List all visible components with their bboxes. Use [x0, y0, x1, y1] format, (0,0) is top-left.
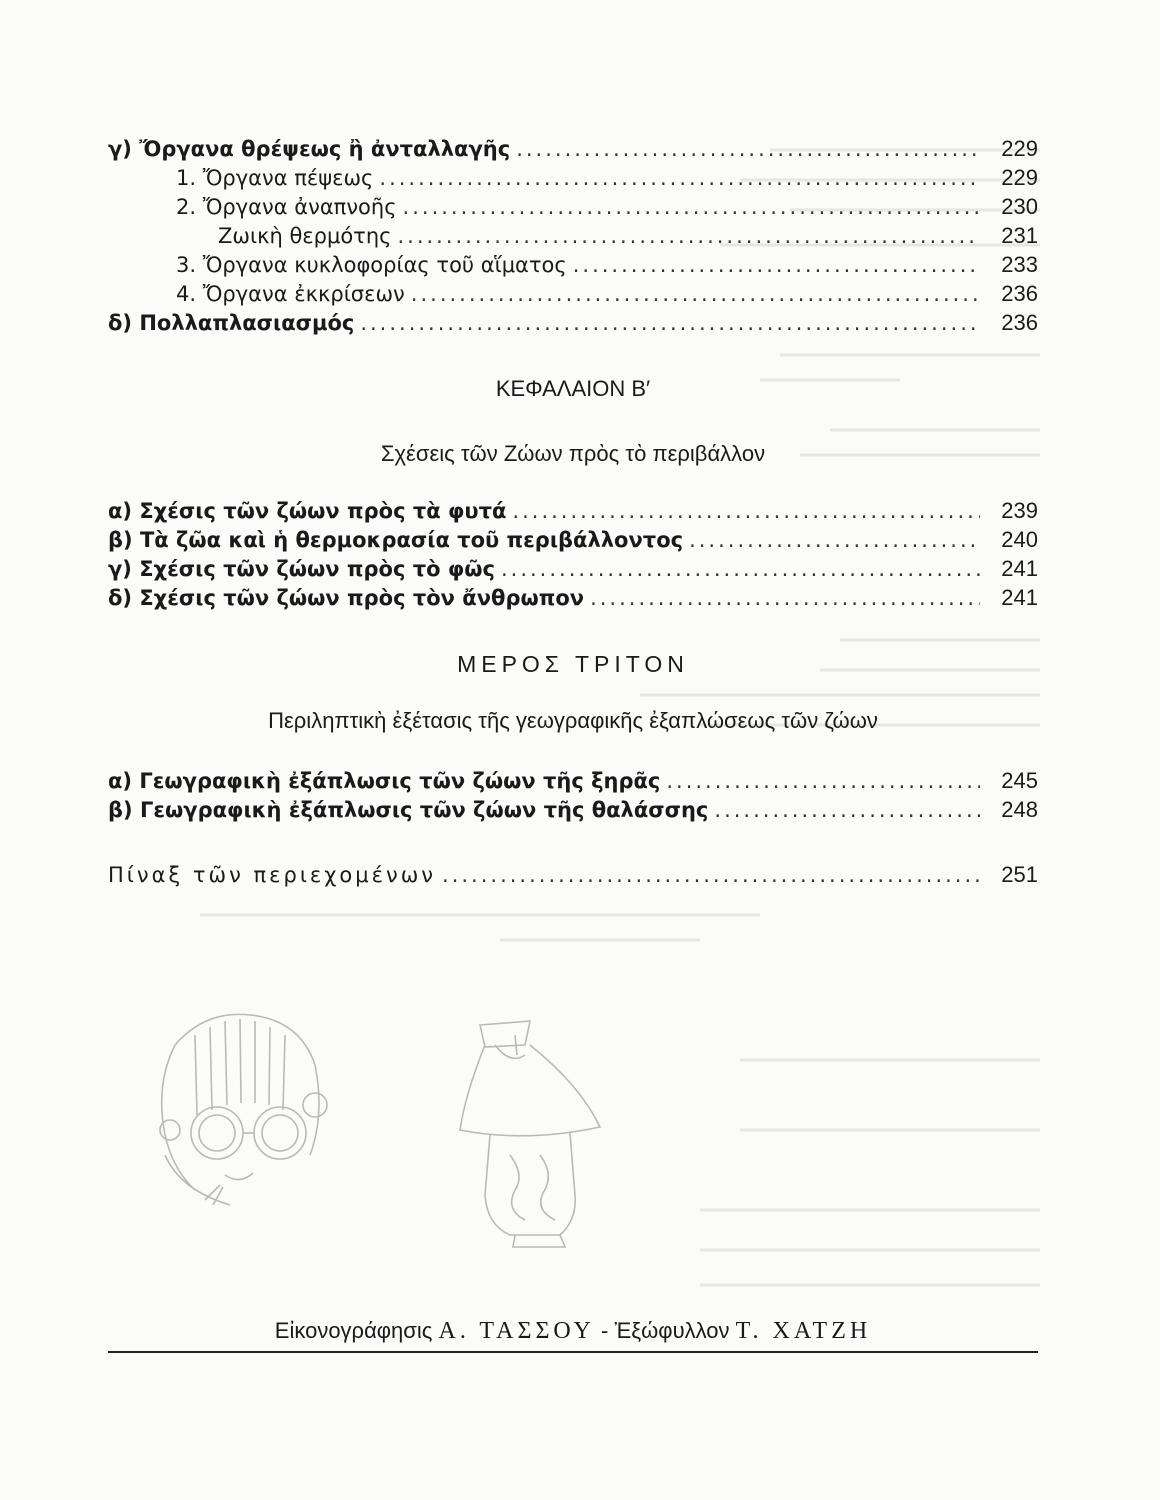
toc-row-c-1 [108, 795, 1038, 824]
toc-page-number: 239 [1001, 498, 1038, 523]
credits-line [108, 1318, 1038, 1345]
toc-page-number: 229 [1001, 136, 1038, 161]
toc-row-a-0 [108, 134, 1038, 163]
toc-page-number: 241 [1001, 556, 1038, 581]
leader-dots [573, 251, 980, 280]
toc-page-number: 229 [1001, 165, 1038, 190]
chapter-b-title: ΚΕΦΑΛΑΙΟΝ Β′ [495, 376, 651, 401]
toc-page-number: 245 [1001, 768, 1038, 793]
toc-page-number: 236 [1001, 310, 1038, 335]
leader-dots [379, 164, 980, 193]
toc-row-b-3 [108, 583, 1038, 612]
leader-dots [397, 222, 980, 251]
toc-section-a [108, 134, 1038, 337]
cover-artist-name: Τ. ΧΑΤΖΗ [735, 1318, 872, 1344]
toc-row-index [108, 860, 1038, 889]
toc-index [108, 860, 1038, 889]
pencil-sketch-girl [135, 1005, 350, 1220]
illustration-label: Εἰκονογράφησις [274, 1318, 433, 1343]
toc-row-a-6 [108, 308, 1038, 337]
toc-entry-label: γ) Ὄργανα θρέψεως ἢ ἀνταλλαγῆς [108, 137, 511, 161]
leader-dots [689, 526, 980, 555]
toc-page-number: 236 [1001, 281, 1038, 306]
toc-page-number: 241 [1001, 585, 1038, 610]
toc-row-a-1 [108, 163, 1038, 192]
bottom-rule [108, 1351, 1038, 1353]
toc-page-number: 240 [1001, 527, 1038, 552]
toc-section-c [108, 766, 1038, 824]
toc-entry-label: 1. Ὄργανα πέψεως [176, 166, 374, 190]
toc-page-number: 251 [1001, 862, 1038, 887]
credits-separator: - [601, 1318, 609, 1343]
leader-dots [590, 584, 980, 613]
toc-entry-label: α) Σχέσις τῶν ζώων πρὸς τὰ φυτά [108, 499, 507, 523]
toc-entry-label: β) Τὰ ζῶα καὶ ἡ θερμοκρασία τοῦ περιβάλλοντος [108, 528, 684, 552]
toc-entry-label: Πίναξ τῶν περιεχομένων [108, 863, 437, 887]
leader-dots [501, 555, 980, 584]
toc-entry-label: Ζωικὴ θερμότης [218, 224, 392, 248]
toc-entry-label: α) Γεωγραφικὴ ἐξάπλωσις τῶν ζώων τῆς ξηρᾶς [108, 769, 661, 793]
toc-section-b [108, 496, 1038, 612]
toc-entry-label: β) Γεωγραφικὴ ἐξάπλωσις τῶν ζώων τῆς θαλάσσης [108, 798, 709, 822]
leader-dots [666, 767, 980, 796]
leader-dots [411, 280, 980, 309]
toc-entry-label: 2. Ὄργανα ἀναπνοῆς [176, 195, 397, 219]
toc-entry-label: 3. Ὄργανα κυκλοφορίας τοῦ αἵματος [176, 253, 567, 277]
cover-label: Ἐξώφυλλον [614, 1318, 730, 1343]
toc-row-b-0 [108, 496, 1038, 525]
leader-dots [516, 135, 980, 164]
toc-row-a-5 [108, 279, 1038, 308]
toc-entry-label: γ) Σχέσις τῶν ζώων πρὸς τὸ φῶς [108, 557, 495, 581]
leader-dots [442, 861, 980, 890]
toc-row-a-4 [108, 250, 1038, 279]
toc-row-a-2 [108, 192, 1038, 221]
toc-row-a-3 [108, 221, 1038, 250]
leader-dots [403, 193, 980, 222]
toc-page-number: 248 [1001, 797, 1038, 822]
toc-entry-label: 4. Ὄργανα ἐκκρίσεων [176, 282, 405, 306]
toc-row-b-2 [108, 554, 1038, 583]
toc-page-number: 233 [1001, 252, 1038, 277]
chapter-b-subtitle: Σχέσεις τῶν Ζώων πρὸς τὸ περιβάλλον [380, 441, 766, 466]
leader-dots [360, 309, 980, 338]
illustrator-name: Α. ΤΑΣΣΟΥ [438, 1318, 595, 1344]
toc-entry-label: δ) Πολλαπλασιασμός [108, 311, 355, 335]
part-three-subtitle: Περιληπτικὴ ἐξέτασις τῆς γεωγραφικῆς ἐξαπλώσεως τῶν ζώων [268, 708, 878, 733]
toc-page-number: 231 [1001, 223, 1038, 248]
toc-entry-label: δ) Σχέσις τῶν ζώων πρὸς τὸν ἄνθρωπον [108, 586, 585, 610]
part-three-title: ΜΕΡΟΣ ΤΡΙΤΟΝ [457, 651, 689, 677]
toc-page-number: 230 [1001, 194, 1038, 219]
toc-row-c-0 [108, 766, 1038, 795]
toc-row-b-1 [108, 525, 1038, 554]
leader-dots [512, 497, 980, 526]
pencil-sketch-lamp [455, 1015, 605, 1250]
leader-dots [714, 796, 980, 825]
